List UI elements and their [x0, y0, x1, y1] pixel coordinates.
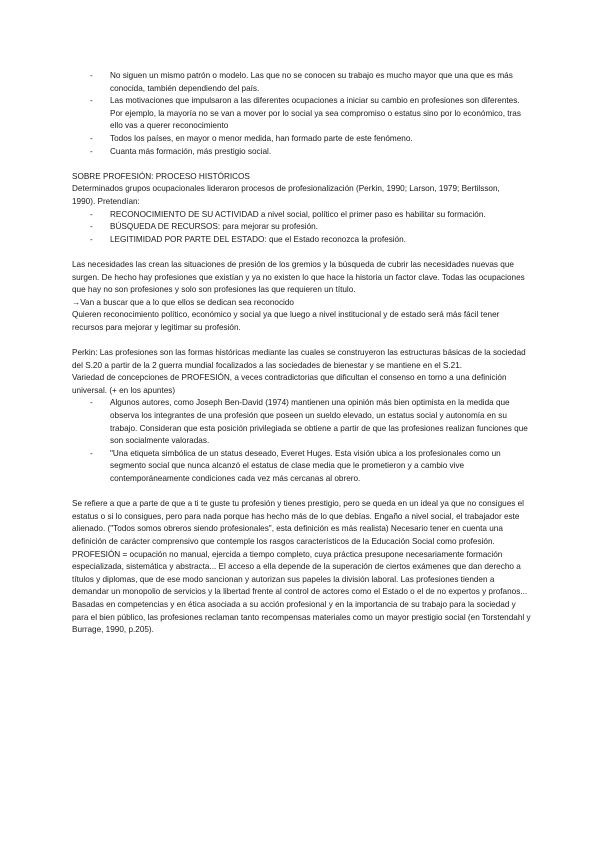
list-item-text: Las motivaciones que impulsaron a las diferentes ocupaciones a iniciar su cambio en profesiones son diferentes. Por ejemplo, la mayoría no se van a mover por lo social ya sea compromiso o estatus sino por lo económico, tras ello vas a querer reconocimiento	[110, 96, 521, 131]
intro-line: 1990). Pretendían:	[72, 196, 140, 206]
paragraph-recognition: Quieren reconocimiento político, económico y social ya que luego a nivel institucional y de estado será más fácil tener recursos para mejorar y legitimar su profesión.	[72, 310, 500, 332]
list-item-text: a nivel social, político el primer paso es habilitar su formación.	[258, 209, 486, 219]
list-item-keyword: BÚSQUEDA DE RECURSOS	[110, 222, 218, 232]
list-item-text: : para mejorar su profesión.	[217, 222, 318, 232]
bullet-dash: -	[90, 133, 93, 143]
list-item	[72, 221, 532, 234]
list-item-keyword: RECONOCIMIENTO DE SU ACTIVIDAD	[110, 209, 259, 219]
bullet-dash: -	[90, 398, 93, 408]
bullet-dash: -	[90, 209, 93, 219]
list-item	[72, 95, 532, 133]
section-title: SOBRE PROFESIÓN: PROCESO HISTÓRICOS	[72, 171, 250, 181]
bullet-dash: -	[90, 448, 93, 458]
bullet-dash: -	[90, 222, 93, 232]
paragraph-variety: Variedad de concepciones de PROFESIÓN, a veces contradictorias que dificultan el consenso en torno a una definición universal. (+ en los apuntes)	[72, 373, 507, 395]
list-item-text: Cuanta más formación, más prestigio social.	[110, 146, 272, 156]
list-item	[72, 397, 532, 447]
bullet-dash: -	[90, 96, 93, 106]
intro-line: Determinados grupos ocupacionales lideraron procesos de profesionalización (Perkin, 1990; Larson, 1979; Bertilsson,	[72, 184, 500, 194]
bullet-list-characteristics	[72, 70, 532, 158]
paragraph-refers: Se refiere a que a parte de que a ti te guste tu profesión y tienes prestigio, pero se queda en un ideal ya que no consigues el estatus o si lo consigues, pero para nada porque has hecho más de lo que debías. Engaño a nivel social, el trabajador este alienado. ("Todos somos obreros siendo profesionales", esta definición es más realista) Necesario tener en cuenta una definición de carácter comprensivo que contemple los rasgos característicos de la Educación Social como profesión.	[72, 499, 524, 546]
bullet-list-authors	[72, 397, 532, 485]
list-item-text: No siguen un mismo patrón o modelo. Las que no se conocen su trabajo es mucho mayor que una que es más conocida, también dependiendo del país.	[110, 71, 513, 93]
list-item-text: Todos los países, en mayor o menor medida, han formado parte de este fenómeno.	[110, 133, 413, 143]
paragraph-arrow-note: →Van a buscar que a lo que ellos se dedican sea reconocido	[72, 297, 294, 307]
list-item	[72, 448, 532, 486]
bullet-dash: -	[90, 71, 93, 80]
list-item	[72, 146, 532, 159]
paragraph-perkin: Perkin: Las profesiones son las formas históricas mediante las cuales se construyeron las estructuras básicas de la sociedad del S.20 a partir de la 2 guerra mundial focalizados a las sociedades de bienestar y se mantiene en el S.21.	[72, 348, 526, 370]
paragraph-needs: Las necesidades las crean las situaciones de presión de los gremios y la búsqueda de cubrir las necesidades nuevas que surgen. De hecho hay profesiones que existían y ya no existen lo que hace la historia un factor clave. Todas las ocupaciones que hay no son profesiones y solo son profesiones las que requieren un título.	[72, 259, 525, 295]
list-item	[72, 209, 532, 222]
list-item	[72, 133, 532, 146]
list-item-text: "Una etiqueta simbólica de un status deseado, Everet Huges. Esta visión ubica a los profesionales como un segmento social que nunca alcanzó el estatus de clase media que le prometieron y a cambio vive contemporáneamente condiciones cada vez más cercanas al obrero.	[110, 448, 501, 483]
list-item-text: : que el Estado reconozca la profesión.	[264, 234, 406, 244]
bullet-dash: -	[90, 146, 93, 156]
list-item	[72, 234, 532, 247]
paragraph-definition: PROFESIÓN = ocupación no manual, ejercida a tiempo completo, cuya práctica presupone necesariamente formación especializada, sistemática y abstracta... El acceso a ella depende de la superación de ciertos exámenes que dan derecho a títulos y diplomas, que de ese modo sancionan y autorizan sus papeles la división laboral. Las profesiones tienden a demandar un monopolio de servicios y la libertad frente al control de actores como el Estado o el de no expertos y profanos... Basadas en competencias y en ética asociada a su acción profesional y en la importancia de su trabajo para la sociedad y para el bien público, las profesiones reclaman tanto recompensas materiales como un mayor prestigio social (en Torstendahl y Burrage, 1990, p.205).	[72, 549, 531, 635]
bullet-dash: -	[90, 234, 93, 244]
bullet-list-aims	[72, 209, 532, 247]
list-item-keyword: LEGITIMIDAD POR PARTE DEL ESTADO	[110, 234, 265, 244]
list-item-text: Algunos autores, como Joseph Ben-David (1974) mantienen una opinión más bien optimista en la medida que observa los integrantes de una profesión que poseen un sueldo elevado, un estatus social y autonomía en su trabajo. Consideran que esta posición privilegiada se obtiene a partir de que las profesiones realizan funciones que son socialmente valoradas.	[110, 398, 528, 446]
list-item	[72, 70, 532, 95]
document-body	[72, 70, 532, 637]
